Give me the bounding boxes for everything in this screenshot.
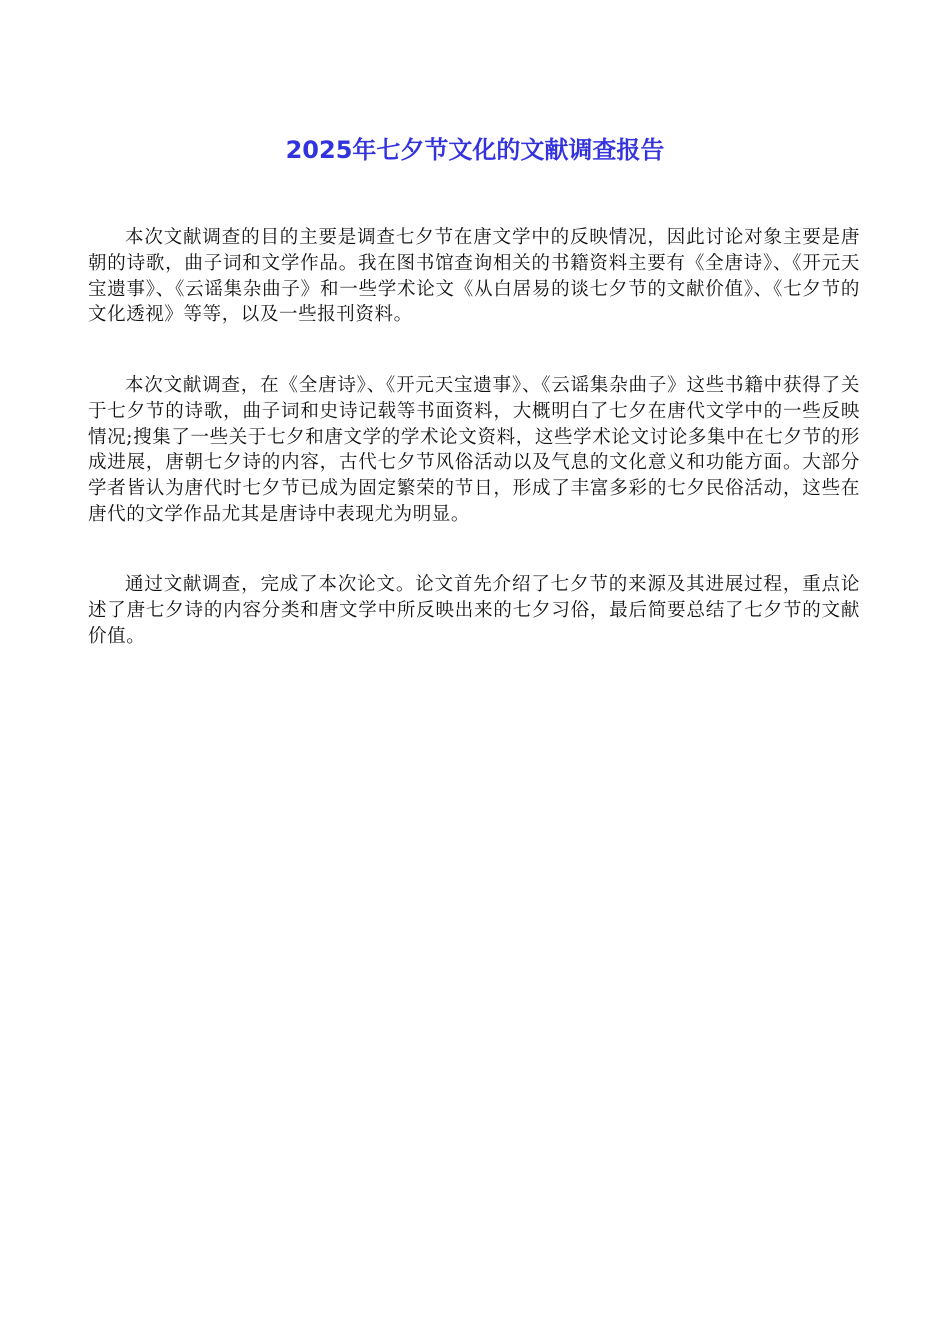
document-title: 2025年七夕节文化的文献调查报告 [285, 136, 665, 164]
paragraph-conclusion: 通过文献调查，完成了本次论文。论文首先介绍了七夕节的来源及其进展过程，重点论述了唐七夕诗的内容分类和唐文学中所反映出来的七夕习俗，最后简要总结了七夕节的文献价值。 [88, 574, 860, 647]
paragraph-findings: 本次文献调查，在《全唐诗》、《开元天宝遗事》、《云谣集杂曲子》这些书籍中获得了关于七夕节的诗歌，曲子词和史诗记载等书面资料，大概明白了七夕在唐代文学中的一些反映情况;搜集了一些关于七夕和唐文学的学术论文资料，这些学术论文讨论多集中在七夕节的形成进展，唐朝七夕诗的内容，古代七夕节风俗活动以及气息的文化意义和功能方面。大部分学者皆认为唐代时七夕节已成为固定繁荣的节日，形成了丰富多彩的七夕民俗活动，这些在唐代的文学作品尤其是唐诗中表现尤为明显。 [88, 375, 860, 525]
paragraph-purpose: 本次文献调查的目的主要是调查七夕节在唐文学中的反映情况，因此讨论对象主要是唐朝的诗歌，曲子词和文学作品。我在图书馆查询相关的书籍资料主要有《全唐诗》、《开元天宝遗事》、《云谣集杂曲子》和一些学术论文《从白居易的谈七夕节的文献价值》、《七夕节的文化透视》等等，以及一些报刊资料。 [88, 227, 860, 326]
